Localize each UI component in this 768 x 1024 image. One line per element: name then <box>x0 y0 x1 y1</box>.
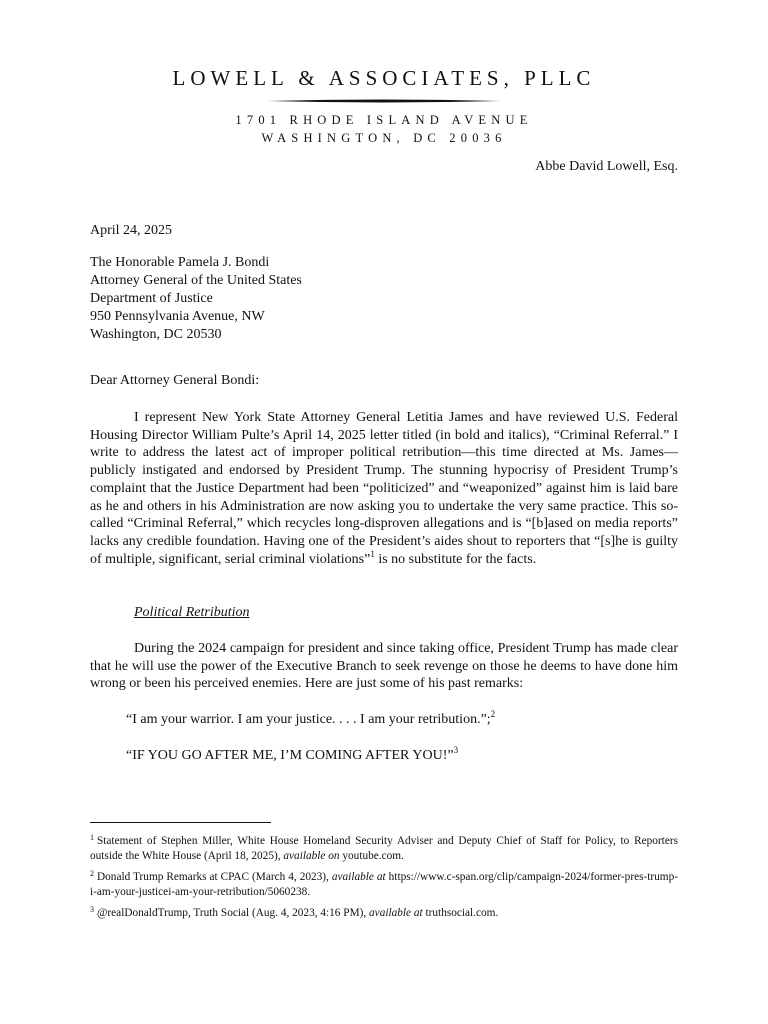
recipient-line: The Honorable Pamela J. Bondi <box>90 255 270 270</box>
footnote-number: 1 <box>90 833 94 842</box>
footnote-1 <box>90 834 678 864</box>
footnote-ref-3: 3 <box>453 745 459 755</box>
footnote-text: @realDonaldTrump, Truth Social (Aug. 4, 2023, 4:16 PM), <box>97 907 370 919</box>
quote-2 <box>126 745 459 764</box>
footnote-number: 2 <box>90 869 94 878</box>
paragraph-2: During the 2024 campaign for president and since taking office, President Trump has made clear that he will use the power of the Executive Branch to seek revenge on those he deems to have done him wrong or been his perceived enemies. Here are just some of his past remarks: <box>90 641 678 692</box>
paragraph-1-text-a: I represent New York State Attorney General Letitia James and have reviewed U.S. Federal Housing Director William Pulte’s April 14, 2025 letter titled (in bold and italics), “Criminal Referral.” I write to address the latest act of improper political retribution—this time directed at Ms. James—publicly instigated and endorsed by President Trump. The stunning hypocrisy of President Trump’s complaint that the Justice Department had been “politicized” and “weaponized” against him is laid bare as he and others in his Administration are now asking you to undertake the very same practice. This so-called “Criminal Referral,” which recycles long-disproven allegations and is “[b]ased on media reports” lacks any credible foundation. Having one of the President’s aides shout to reporters that “[s]he is guilty of multiple, significant, serial criminal violations” <box>90 410 678 567</box>
footnote-text: Statement of Stephen Miller, White House Homeland Security Adviser and Deputy Chief of Staff for Policy, to Reporters outside the White House (April 18, 2025), <box>90 835 678 862</box>
attorney-name: Abbe David Lowell, Esq. <box>535 159 678 174</box>
footnote-ref-2: 2 <box>490 709 496 719</box>
firm-name: LOWELL & ASSOCIATES, PLLC <box>172 66 596 90</box>
footnote-italic: available on <box>283 850 340 862</box>
letter-date: April 24, 2025 <box>90 223 173 238</box>
footnote-source: youtube.com. <box>339 850 404 862</box>
quote-1-text: “I am your warrior. I am your justice. . . . I am your retribution.”; <box>126 712 491 727</box>
recipient-line: Department of Justice <box>90 291 213 306</box>
recipient-line: Attorney General of the United States <box>90 273 302 288</box>
salutation: Dear Attorney General Bondi: <box>90 373 260 388</box>
address-line-1: 1701 RHODE ISLAND AVENUE <box>235 113 533 127</box>
paragraph-1 <box>90 409 678 568</box>
section-heading: Political Retribution <box>134 605 250 620</box>
footnote-divider <box>90 822 271 823</box>
footnote-ref-1: 1 <box>370 548 375 559</box>
footnote-source: truthsocial.com. <box>422 907 499 919</box>
footnote-2 <box>90 870 678 900</box>
quote-2-text: “IF YOU GO AFTER ME, I’M COMING AFTER YOU!” <box>126 748 454 763</box>
footnote-italic: available at <box>369 907 423 919</box>
quote-1 <box>126 709 496 728</box>
paragraph-1-text-b: is no substitute for the facts. <box>374 551 537 567</box>
footnote-source: https://www.c-span.org/clip/campaign-2024/former-pres-trump-i-am-your-justicei-am-your-retribution/5060238. <box>90 871 678 898</box>
recipient-line: Washington, DC 20530 <box>90 327 222 342</box>
footnote-italic: available at <box>331 871 386 883</box>
footnote-number: 3 <box>90 905 94 914</box>
letterhead-rule <box>268 99 500 103</box>
recipient-line: 950 Pennsylvania Avenue, NW <box>90 309 265 324</box>
footnote-text: Donald Trump Remarks at CPAC (March 4, 2023), <box>97 871 332 883</box>
footnote-3 <box>90 906 678 921</box>
address-line-2: WASHINGTON, DC 20036 <box>261 131 507 145</box>
recipient-block <box>90 254 302 344</box>
